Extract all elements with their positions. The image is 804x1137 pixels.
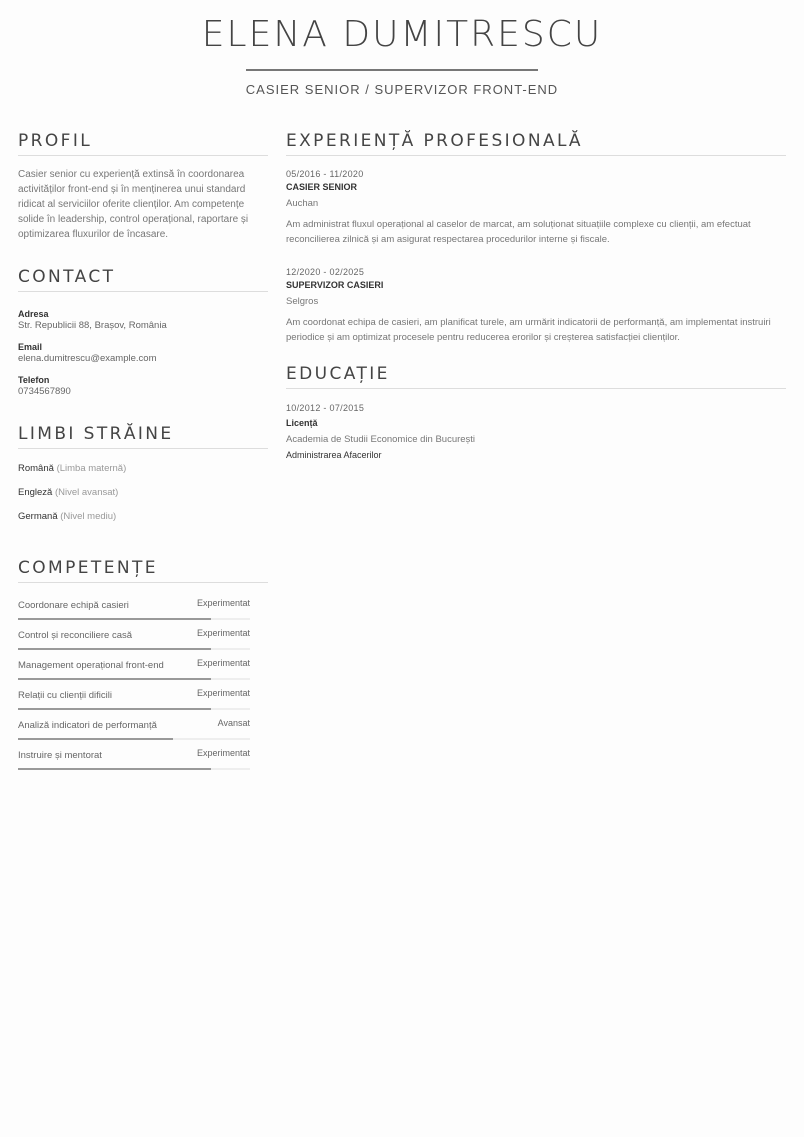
skill-bar-fill [18, 648, 211, 650]
skill-bar-fill [18, 768, 211, 770]
language-level: (Nivel avansat) [54, 487, 119, 498]
skill-name: Instruire și mentorat [18, 750, 102, 761]
experience-company: Selgros [286, 296, 319, 307]
language-name: Română [18, 463, 54, 474]
profile-text: Casier senior cu experiență extinsă în coordonarea activităților front-end și în menținerea unui standard ridicat al serviciilor oferite clienților. Am competențe solide în leadership, control operațional, raportare și optimizarea fluxurilor de încasare. [18, 169, 249, 240]
skill-bar-fill [18, 708, 211, 710]
languages-heading: LIMBI STRĂINE [18, 424, 174, 444]
experience-description: Am administrat fluxul operațional al caselor de marcat, am soluționat situațiile complexe cu clienții, am efectuat reconcilierea zilnică și am asigurat respectarea procedurilor interne și fiscale. [286, 219, 751, 245]
experience-dates: 05/2016 - 11/2020 [286, 169, 364, 179]
address-value: Str. Republicii 88, Brașov, România [18, 320, 167, 331]
skill-bar-track [18, 648, 250, 650]
skill-bar-fill [18, 618, 211, 620]
language-item [18, 487, 118, 498]
education-institution: Academia de Studii Economice din București [286, 434, 476, 445]
education-degree: Licență [286, 418, 318, 428]
phone-value: 0734567890 [18, 386, 71, 397]
language-name: Engleză [18, 487, 53, 498]
address-label: Adresa [18, 309, 49, 319]
experience-description: Am coordonat echipa de casieri, am planificat turele, am urmărit indicatorii de performanță, am implementat instruiri periodice și am optimizat procesele pentru reducerea erorilor și creșterea satisfacției clienților. [286, 317, 771, 343]
education-rule [286, 388, 786, 389]
skill-name: Analiză indicatori de performanță [18, 720, 157, 731]
experience-company: Auchan [286, 198, 319, 209]
email-label: Email [18, 342, 43, 352]
skills-heading: COMPETENȚE [18, 558, 158, 578]
experience-dates: 12/2020 - 02/2025 [286, 267, 365, 277]
contact-heading: CONTACT [18, 267, 116, 287]
languages-rule [18, 448, 268, 449]
education-field: Administrarea Afacerilor [286, 450, 382, 460]
skill-level: Experimentat [196, 688, 250, 698]
skill-bar-fill [18, 738, 173, 740]
candidate-name: ELENA DUMITRESCU [201, 14, 603, 55]
skill-level: Avansat [217, 718, 250, 728]
email-value[interactable]: elena.dumitrescu@example.com [18, 353, 157, 364]
education-heading: EDUCAȚIE [286, 364, 390, 384]
experience-rule [286, 155, 786, 156]
skill-bar-track [18, 768, 250, 770]
job-title: CASIER SENIOR / SUPERVIZOR FRONT-END [245, 82, 559, 97]
experience-role: CASIER SENIOR [286, 182, 358, 192]
phone-label: Telefon [18, 375, 50, 385]
skill-level: Experimentat [196, 748, 250, 758]
skill-level: Experimentat [196, 628, 250, 638]
skill-bar-track [18, 708, 250, 710]
skill-bar-track [18, 618, 250, 620]
skill-name: Control și reconciliere casă [18, 630, 133, 641]
experience-role: SUPERVIZOR CASIERI [286, 280, 384, 290]
profile-rule [18, 155, 268, 156]
language-level: (Limba maternă) [56, 463, 127, 474]
language-level: (Nivel mediu) [60, 511, 117, 522]
skill-name: Relații cu clienții dificili [18, 690, 112, 701]
skill-level: Experimentat [196, 658, 250, 668]
education-dates: 10/2012 - 07/2015 [286, 403, 365, 413]
profile-heading: PROFIL [18, 131, 93, 151]
skill-bar-track [18, 678, 250, 680]
skill-bar-track [18, 738, 250, 740]
skill-level: Experimentat [196, 598, 250, 608]
skill-name: Coordonare echipă casieri [18, 600, 129, 611]
language-name: Germană [18, 511, 58, 522]
skill-name: Management operațional front-end [18, 660, 164, 671]
contact-rule [18, 291, 268, 292]
experience-heading: EXPERIENȚĂ PROFESIONALĂ [286, 131, 583, 151]
language-item [18, 511, 116, 522]
name-divider [246, 69, 538, 71]
skills-rule [18, 582, 268, 583]
skill-bar-fill [18, 678, 211, 680]
language-item [18, 463, 126, 474]
